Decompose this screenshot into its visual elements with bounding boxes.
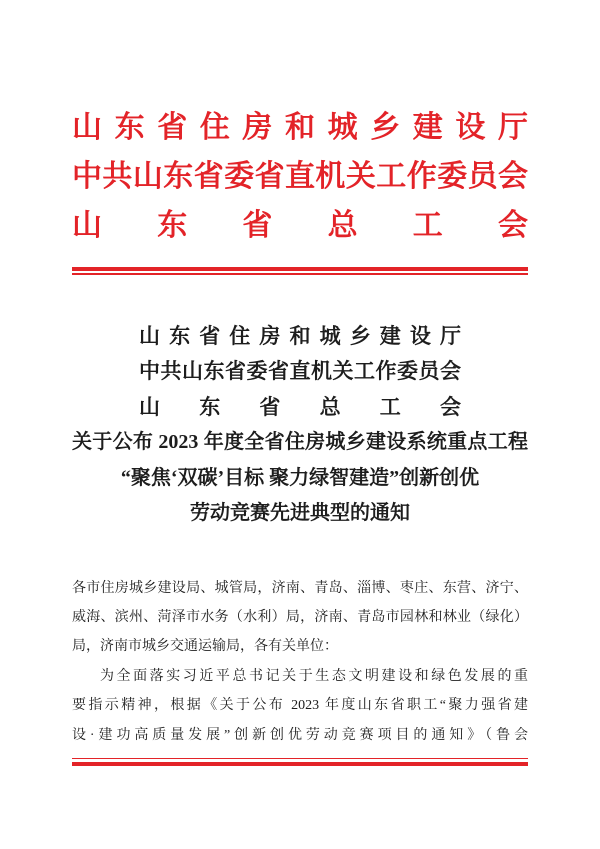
red-divider-top-thin-line bbox=[72, 273, 528, 275]
red-divider-top bbox=[72, 267, 528, 275]
heading-org-block bbox=[139, 319, 461, 426]
paragraph-line-2: 要指示精神，根据《关于公布 2023 年度山东省职工“聚力强省建 bbox=[72, 698, 528, 714]
letterhead-org-line-3: 山东省总工会 bbox=[72, 209, 528, 242]
document-heading bbox=[0, 319, 600, 532]
salutation-line-3: 局，济南市城乡交通运输局，各有关单位： bbox=[72, 639, 338, 655]
salutation-line-1: 各市住房城乡建设局、城管局，济南、青岛、淄博、枣庄、东营、济宁、 bbox=[72, 580, 528, 596]
paragraph-line-3: 设·建功高质量发展”创新创优劳动竞赛项目的通知》（鲁会 bbox=[72, 727, 528, 743]
letterhead-org-line-2: 中共山东省委省直机关工作委员会 bbox=[72, 160, 528, 193]
red-divider-bottom-thin-line bbox=[72, 758, 528, 760]
red-divider-bottom-thick-line bbox=[72, 762, 528, 766]
heading-org-line-2: 中共山东省委省直机关工作委员会 bbox=[139, 359, 461, 383]
heading-org-line-1: 山东省住房和城乡建设厅 bbox=[139, 323, 461, 348]
salutation-line-2: 威海、滨州、菏泽市水务（水利）局，济南、青岛市园林和林业（绿化） bbox=[72, 609, 528, 625]
heading-org-line-3: 山东省总工会 bbox=[139, 394, 461, 419]
paragraph-line-1: 为全面落实习近平总书记关于生态文明建设和绿色发展的重 bbox=[100, 668, 528, 684]
page-footer bbox=[0, 758, 600, 767]
document-title bbox=[72, 425, 528, 532]
document-body bbox=[72, 574, 528, 750]
letterhead-org-block bbox=[72, 0, 528, 250]
document-title-line-2: “聚焦‘双碳’目标 聚力绿智建造”创新创优 bbox=[120, 466, 480, 489]
document-title-line-3: 劳动竞赛先进典型的通知 bbox=[190, 502, 410, 524]
red-divider-top-thick-line bbox=[72, 267, 528, 271]
document-title-line-1: 关于公布 2023 年度全省住房城乡建设系统重点工程 bbox=[72, 431, 528, 453]
red-letterhead bbox=[0, 0, 600, 275]
letterhead-org-line-1: 山东省住房和城乡建设厅 bbox=[72, 111, 528, 144]
red-divider-bottom bbox=[72, 758, 528, 767]
